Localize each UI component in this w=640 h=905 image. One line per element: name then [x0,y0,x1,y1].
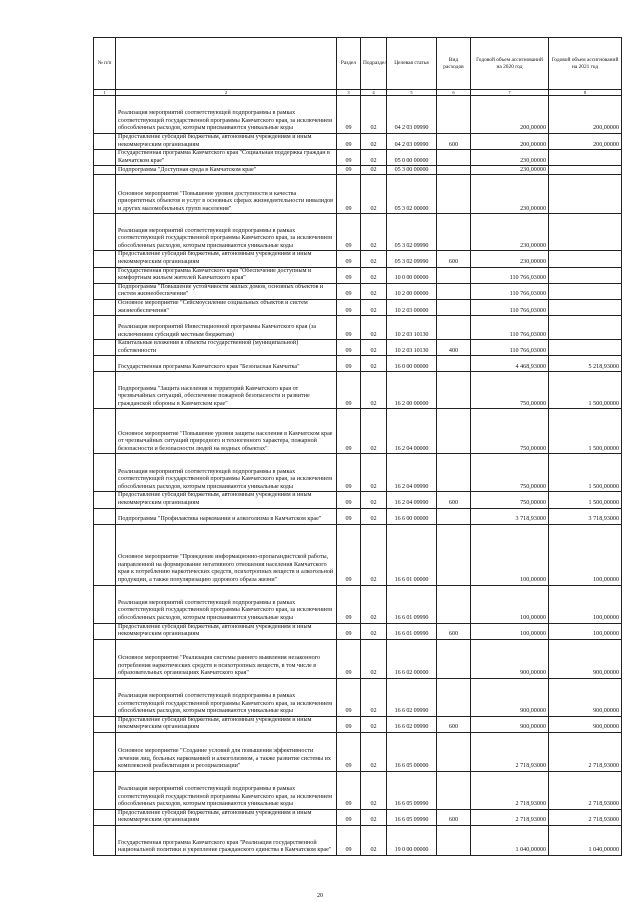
row-expense-type: 600 [437,809,471,825]
row-amount-2020: 110 766,03000 [471,340,549,356]
row-razdel: 09 [337,732,361,771]
row-amount-2021: 100,00000 [549,623,622,639]
row-razdel: 09 [337,150,361,166]
table-row [94,524,622,585]
row-target-article: 16 6 01 09990 [387,623,437,639]
row-razdel: 09 [337,585,361,623]
row-number [94,299,116,315]
row-razdel: 09 [337,251,361,267]
row-podrazdel: 02 [361,340,387,356]
row-podrazdel: 02 [361,826,387,856]
row-razdel: 09 [337,356,361,372]
row-name: Реализация мероприятий соответствующей подпрограммы в рамках соответствующей государственной программы Камчатского края, за исключением обособленных расходов, которым присваиваются уникальные коды [116,214,337,251]
row-target-article: 16 2 04 09990 [387,454,437,492]
row-expense-type [437,372,471,409]
row-number [94,454,116,492]
table-row [94,316,622,340]
row-name: Реализация мероприятий соответствующей подпрограммы в рамках соответствующей государственной программы Камчатского края, за исключением обособленных расходов, которым присваиваются уникальные коды [116,678,337,716]
row-target-article: 04 2 03 09990 [387,96,437,134]
row-name: Основное мероприятие "Проведение информационно-пропагандистской работы, направленной на формирование негативного отношения населения Камчатского края к потреблению наркотических средств, психотропных веществ и алкогольной продукции, а также популяризацию здорового образа жизни" [116,524,337,585]
row-razdel: 09 [337,623,361,639]
row-expense-type [437,166,471,175]
row-razdel: 09 [337,771,361,809]
row-razdel: 09 [337,716,361,732]
row-target-article: 05 3 02 09990 [387,251,437,267]
row-expense-type [437,639,471,678]
row-target-article: 05 0 00 00000 [387,150,437,166]
row-expense-type [437,299,471,315]
row-amount-2021: 100,00000 [549,524,622,585]
row-amount-2020: 110 766,03000 [471,316,549,340]
row-expense-type: 600 [437,492,471,508]
row-expense-type [437,524,471,585]
row-number [94,251,116,267]
row-number [94,134,116,150]
row-razdel: 09 [337,175,361,214]
row-amount-2020: 110 766,03000 [471,283,549,299]
row-podrazdel: 02 [361,716,387,732]
table-row [94,716,622,732]
row-name: Государственная программа Камчатского края "Безопасная Камчатка" [116,356,337,372]
row-target-article: 10 2 03 10130 [387,316,437,340]
row-razdel: 09 [337,492,361,508]
row-amount-2020: 4 468,93000 [471,356,549,372]
table-row [94,639,622,678]
row-number [94,585,116,623]
row-amount-2021: 900,00000 [549,639,622,678]
row-amount-2021: 900,00000 [549,716,622,732]
table-row [94,678,622,716]
row-number [94,340,116,356]
row-podrazdel: 02 [361,809,387,825]
header-target-article: Целевая статья [387,38,437,90]
column-number: 5 [387,90,437,96]
row-name: Государственная программа Камчатского края "Обеспечение доступным и комфортным жильем жителей Камчатского края" [116,267,337,283]
row-number [94,809,116,825]
row-target-article: 05 3 00 00000 [387,166,437,175]
row-number [94,356,116,372]
row-razdel: 09 [337,409,361,454]
column-number: 2 [116,90,337,96]
row-podrazdel: 02 [361,150,387,166]
row-amount-2020: 230,00000 [471,150,549,166]
row-number [94,492,116,508]
row-amount-2021: 2 718,93000 [549,771,622,809]
row-name: Основное мероприятие "Сейсмоусиление социальных объектов и систем жизнеобеспечения" [116,299,337,315]
row-number [94,639,116,678]
row-razdel: 09 [337,340,361,356]
header-num: № п/п [94,38,116,90]
row-podrazdel: 02 [361,732,387,771]
row-amount-2021: 3 718,93000 [549,508,622,524]
row-podrazdel: 02 [361,356,387,372]
row-amount-2020: 110 766,03000 [471,267,549,283]
row-number [94,283,116,299]
row-podrazdel: 02 [361,585,387,623]
row-number [94,96,116,134]
row-target-article: 16 6 02 09990 [387,716,437,732]
table-row [94,771,622,809]
column-number: 1 [94,90,116,96]
row-razdel: 09 [337,96,361,134]
row-podrazdel: 02 [361,299,387,315]
table-row [94,175,622,214]
row-podrazdel: 02 [361,492,387,508]
header-expense-type: Вид расходов [437,38,471,90]
row-target-article: 16 6 02 09990 [387,678,437,716]
row-podrazdel: 02 [361,175,387,214]
row-amount-2021: 200,00000 [549,96,622,134]
row-name: Предоставление субсидий бюджетным, автономным учреждениям и иным некоммерческим организациям [116,809,337,825]
row-amount-2021: 200,00000 [549,134,622,150]
row-podrazdel: 02 [361,251,387,267]
row-number [94,166,116,175]
row-amount-2020: 230,00000 [471,166,549,175]
row-target-article: 16 6 00 00000 [387,508,437,524]
row-target-article: 16 0 00 00000 [387,356,437,372]
row-expense-type [437,826,471,856]
column-number: 7 [471,90,549,96]
table-row [94,340,622,356]
row-podrazdel: 02 [361,96,387,134]
table-row [94,134,622,150]
table-row [94,409,622,454]
row-name: Основное мероприятие "Повышение уровня защиты населения в Камчатском крае от чрезвычайных ситуаций природного и техногенного характера, пожарной безопасности и безопасности людей на водных объектах" [116,409,337,454]
table-row [94,372,622,409]
row-expense-type [437,585,471,623]
column-number: 6 [437,90,471,96]
row-amount-2020: 900,00000 [471,716,549,732]
table-row [94,267,622,283]
row-podrazdel: 02 [361,623,387,639]
table-row [94,214,622,251]
row-amount-2020: 100,00000 [471,585,549,623]
row-expense-type [437,96,471,134]
row-amount-2020: 3 718,93000 [471,508,549,524]
row-amount-2021: 100,00000 [549,585,622,623]
row-number [94,175,116,214]
row-amount-2020: 750,00000 [471,409,549,454]
table-row [94,283,622,299]
row-podrazdel: 02 [361,372,387,409]
header-year-2020: Годовой объем ассигнований на 2020 год [471,38,549,90]
table-row [94,492,622,508]
row-razdel: 09 [337,508,361,524]
row-name: Реализация мероприятий соответствующей подпрограммы в рамках соответствующей государственной программы Камчатского края, за исключением обособленных расходов, которым присваиваются уникальные коды [116,96,337,134]
table-row [94,585,622,623]
row-expense-type [437,214,471,251]
row-name: Основное мероприятие "Создание условий для повышения эффективности лечения лиц, больных наркоманией и алкоголизмом, а также развитие системы их комплексной реабилитации и ресоциализации" [116,732,337,771]
row-amount-2020: 900,00000 [471,639,549,678]
table-row [94,809,622,825]
row-expense-type [437,454,471,492]
row-amount-2021 [549,283,622,299]
row-target-article: 19 0 00 00000 [387,826,437,856]
table-row [94,251,622,267]
row-podrazdel: 02 [361,166,387,175]
budget-table [93,37,622,856]
table-row [94,826,622,856]
row-amount-2020: 200,00000 [471,134,549,150]
row-target-article: 05 3 02 00000 [387,175,437,214]
row-podrazdel: 02 [361,639,387,678]
row-name: Подпрограмма "Защита населения и территорий Камчатского края от чрезвычайных ситуаций, обеспечение пожарной безопасности и развитие гражданской обороны в Камчатском крае" [116,372,337,409]
row-amount-2021 [549,316,622,340]
row-amount-2020: 230,00000 [471,214,549,251]
row-podrazdel: 02 [361,134,387,150]
row-razdel: 09 [337,372,361,409]
row-amount-2020: 100,00000 [471,524,549,585]
row-target-article: 16 6 05 00000 [387,732,437,771]
row-amount-2020: 750,00000 [471,492,549,508]
column-number: 3 [337,90,361,96]
row-expense-type [437,356,471,372]
row-name: Предоставление субсидий бюджетным, автономным учреждениям и иным некоммерческим организациям [116,623,337,639]
table-row [94,96,622,134]
row-number [94,678,116,716]
row-target-article: 16 2 04 09990 [387,492,437,508]
row-podrazdel: 02 [361,508,387,524]
row-name: Подпрограмма "Профилактика наркомании и алкоголизма в Камчатском крае" [116,508,337,524]
row-razdel: 09 [337,678,361,716]
row-podrazdel: 02 [361,267,387,283]
row-amount-2021: 5 218,93000 [549,356,622,372]
row-target-article: 16 6 05 09990 [387,771,437,809]
row-amount-2020: 200,00000 [471,96,549,134]
row-name: Реализация мероприятий соответствующей подпрограммы в рамках соответствующей государственной программы Камчатского края, за исключением обособленных расходов, которым присваиваются уникальные коды [116,585,337,623]
row-amount-2020: 230,00000 [471,175,549,214]
row-razdel: 09 [337,283,361,299]
row-number [94,716,116,732]
row-razdel: 09 [337,524,361,585]
row-amount-2021: 900,00000 [549,678,622,716]
row-expense-type [437,267,471,283]
table-row [94,356,622,372]
row-expense-type: 600 [437,716,471,732]
row-amount-2020: 110 766,03000 [471,299,549,315]
row-expense-type [437,316,471,340]
row-target-article: 16 6 02 00000 [387,639,437,678]
row-name: Государственная программа Камчатского края "Социальная поддержка граждан в Камчатском крае" [116,150,337,166]
row-podrazdel: 02 [361,771,387,809]
row-number [94,826,116,856]
table-header-row [94,38,622,90]
row-target-article: 10 0 00 00000 [387,267,437,283]
row-number [94,214,116,251]
row-razdel: 09 [337,214,361,251]
row-number [94,150,116,166]
row-razdel: 09 [337,639,361,678]
row-expense-type [437,175,471,214]
row-razdel: 09 [337,809,361,825]
row-expense-type [437,409,471,454]
row-name: Предоставление субсидий бюджетным, автономным учреждениям и иным некоммерческим организациям [116,134,337,150]
row-number [94,508,116,524]
row-podrazdel: 02 [361,454,387,492]
row-target-article: 10 2 03 10130 [387,340,437,356]
row-expense-type: 600 [437,134,471,150]
row-amount-2021: 1 040,00000 [549,826,622,856]
page-number: 20 [317,893,323,899]
row-target-article: 10 2 03 00000 [387,299,437,315]
row-amount-2021: 1 500,00000 [549,492,622,508]
row-amount-2021 [549,267,622,283]
row-amount-2021: 1 500,00000 [549,372,622,409]
row-amount-2020: 2 718,93000 [471,771,549,809]
row-expense-type [437,771,471,809]
row-expense-type [437,150,471,166]
row-podrazdel: 02 [361,283,387,299]
row-name: Государственная программа Камчатского края "Реализация государственной национальной политики и укрепление гражданского единства в Камчатском крае" [116,826,337,856]
row-target-article: 10 2 00 00000 [387,283,437,299]
header-razdel: Раздел [337,38,361,90]
header-podrazdel: Подраздел [361,38,387,90]
row-podrazdel: 02 [361,409,387,454]
row-target-article: 16 6 05 09990 [387,809,437,825]
table-row [94,454,622,492]
header-year-2021: Годовой объем ассигнований на 2021 год [549,38,622,90]
row-target-article: 05 3 02 09990 [387,214,437,251]
row-amount-2020: 2 718,93000 [471,732,549,771]
row-target-article: 04 2 03 09990 [387,134,437,150]
table-row [94,299,622,315]
row-number [94,409,116,454]
row-amount-2021 [549,150,622,166]
table-row [94,150,622,166]
row-name: Капитальные вложения в объекты государственной (муниципальной) собственности [116,340,337,356]
row-name: Реализация мероприятий соответствующей подпрограммы в рамках соответствующей государственной программы Камчатского края, за исключением обособленных расходов, которым присваиваются уникальные коды [116,454,337,492]
row-amount-2020: 100,00000 [471,623,549,639]
row-amount-2021: 2 718,93000 [549,732,622,771]
row-expense-type [437,283,471,299]
row-razdel: 09 [337,316,361,340]
row-expense-type [437,678,471,716]
column-number: 8 [549,90,622,96]
row-podrazdel: 02 [361,524,387,585]
row-name: Основное мероприятие "Повышение уровня доступности и качества приоритетных объектов и услуг в основных сферах жизнедеятельности инвалидов и других маломобильных групп населения" [116,175,337,214]
row-expense-type: 600 [437,623,471,639]
row-name: Реализация мероприятий Инвестиционной программы Камчатского края (за исключением субсидий местным бюджетам) [116,316,337,340]
row-target-article: 16 6 01 00000 [387,524,437,585]
row-razdel: 09 [337,166,361,175]
row-amount-2020: 230,00000 [471,251,549,267]
table-body [94,96,622,856]
row-razdel: 09 [337,826,361,856]
row-number [94,524,116,585]
row-target-article: 16 2 00 00000 [387,372,437,409]
row-amount-2021 [549,214,622,251]
row-name: Подпрограмма "Доступная среда в Камчатском крае" [116,166,337,175]
row-razdel: 09 [337,299,361,315]
row-amount-2021: 2 718,93000 [549,809,622,825]
row-target-article: 16 6 01 09990 [387,585,437,623]
table-row [94,623,622,639]
header-name [116,38,337,90]
column-number: 4 [361,90,387,96]
table-row [94,732,622,771]
row-amount-2021 [549,166,622,175]
row-name: Реализация мероприятий соответствующей подпрограммы в рамках соответствующей государственной программы Камчатского края, за исключением обособленных расходов, которым присваиваются уникальные коды [116,771,337,809]
row-expense-type [437,732,471,771]
row-amount-2021 [549,175,622,214]
table-row [94,166,622,175]
row-expense-type: 600 [437,251,471,267]
row-name: Предоставление субсидий бюджетным, автономным учреждениям и иным некоммерческим организациям [116,492,337,508]
row-number [94,316,116,340]
row-name: Подпрограмма "Повышение устойчивости жилых домов, основных объектов и систем жизнеобеспечения" [116,283,337,299]
row-number [94,267,116,283]
table-row [94,508,622,524]
row-amount-2020: 750,00000 [471,372,549,409]
row-razdel: 09 [337,454,361,492]
row-podrazdel: 02 [361,316,387,340]
row-name: Предоставление субсидий бюджетным, автономным учреждениям и иным некоммерческим организациям [116,251,337,267]
row-amount-2020: 2 718,93000 [471,809,549,825]
row-amount-2020: 750,00000 [471,454,549,492]
row-razdel: 09 [337,134,361,150]
row-amount-2020: 1 040,00000 [471,826,549,856]
row-amount-2021: 1 500,00000 [549,454,622,492]
row-amount-2021 [549,299,622,315]
row-name: Предоставление субсидий бюджетным, автономным учреждениям и иным некоммерческим организациям [116,716,337,732]
row-expense-type: 400 [437,340,471,356]
row-number [94,623,116,639]
row-number [94,732,116,771]
row-amount-2020: 900,00000 [471,678,549,716]
row-razdel: 09 [337,267,361,283]
row-podrazdel: 02 [361,214,387,251]
row-target-article: 16 2 04 00000 [387,409,437,454]
row-name: Основное мероприятие "Реализация системы раннего выявления незаконного потребления наркотических средств и психотропных веществ, в том числе в образовательных организациях Камчатского края" [116,639,337,678]
row-expense-type [437,508,471,524]
row-number [94,771,116,809]
row-amount-2021 [549,251,622,267]
row-number [94,372,116,409]
row-podrazdel: 02 [361,678,387,716]
row-amount-2021 [549,340,622,356]
row-amount-2021: 1 500,00000 [549,409,622,454]
